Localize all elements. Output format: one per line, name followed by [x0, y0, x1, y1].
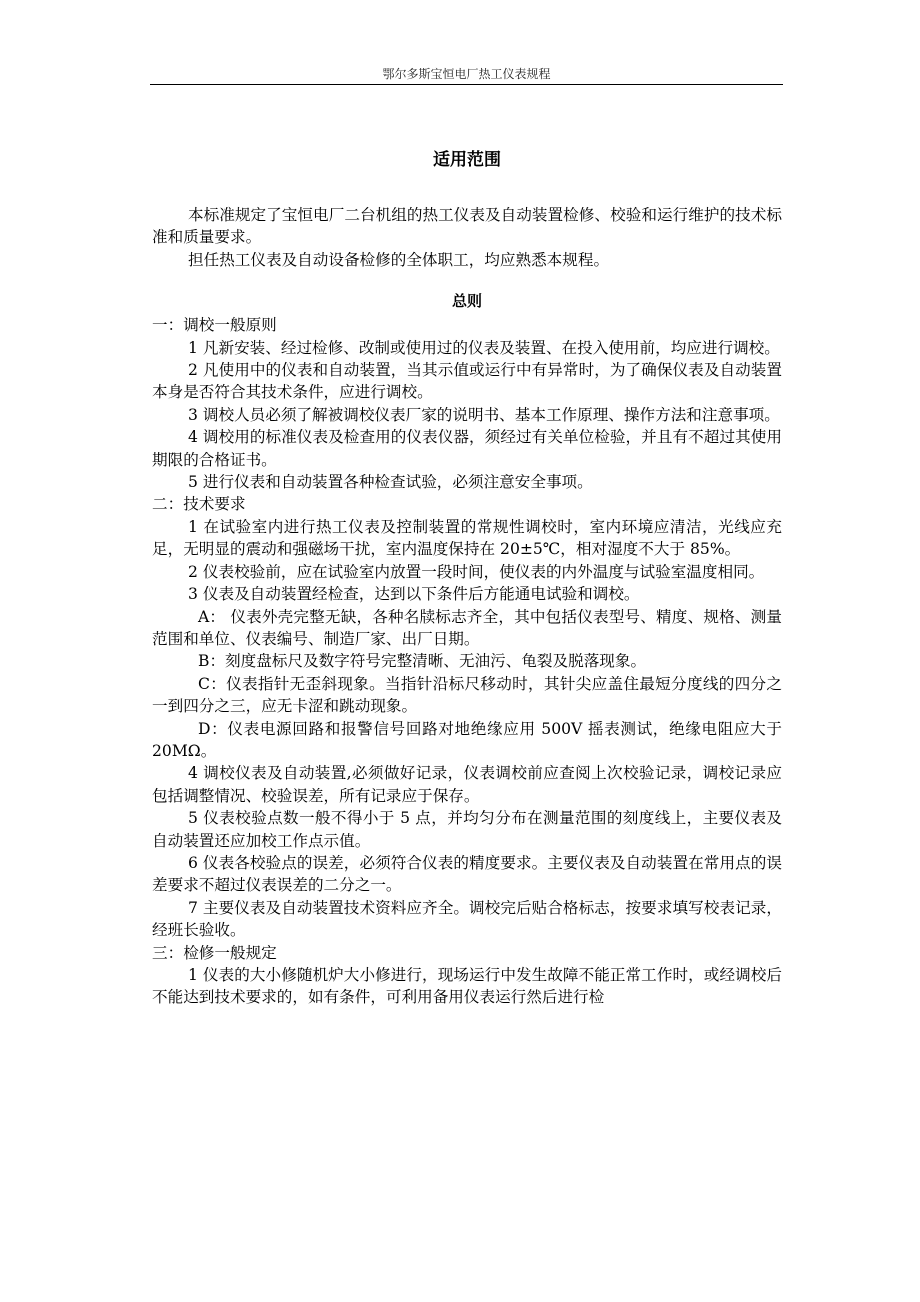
technical-item-2: 2 仪表校验前，应在试验室内放置一段时间，使仪表的内外温度与试验室温度相同。: [188, 562, 765, 581]
document-body: [152, 146, 782, 1009]
calibration-item-2: 2 凡使用中的仪表和自动装置，当其示值或运行中有异常时，为了确保仪表及自动装置本身是否符合其技术条件，应进行调校。: [152, 361, 782, 402]
intro-paragraph-2: 担任热工仪表及自动设备检修的全体职工，均应熟悉本规程。: [188, 250, 610, 269]
calibration-item-4: 4 调校用的标准仪表及检查用的仪表仪器，须经过有关单位检验，并且有不超过其使用期限的合格证书。: [152, 428, 782, 469]
technical-subitem-b: B：刻度盘标尺及数字符号完整清晰、无油污、龟裂及脱落现象。: [198, 652, 647, 671]
technical-item-4: 4 调校仪表及自动装置,必须做好记录，仪表调校前应查阅上次校验记录，调校记录应包括调整情况、校验误差，所有记录应于保存。: [152, 764, 782, 805]
calibration-item-1: 1 凡新安装、经过检修、改制或使用过的仪表及装置、在投入使用前，均应进行调校。: [188, 338, 780, 357]
technical-subitem-c: C：仪表指针无歪斜现象。当指针沿标尺移动时，其针尖应盖住最短分度线的四分之一到四分之三，应无卡涩和跳动现象。: [152, 674, 782, 716]
technical-subitem-a: A： 仪表外壳完整无缺，各种名牍标志齐全，其中包括仪表型号、精度、规格、测量范围和单位、仪表编号、制造厂家、出厂日期。: [152, 607, 782, 648]
technical-item-3: 3 仪表及自动装置经检查，达到以下条件后方能通电试验和调校。: [188, 585, 640, 604]
intro-paragraph-1: 本标准规定了宝恒电厂二台机组的热工仪表及自动装置检修、校验和运行维护的技术标准和质量要求。: [152, 206, 782, 247]
technical-item-1: 1 在试验室内进行热工仪表及控制装置的常规性调校时，室内环境应清洁，光线应充足，无明显的震动和强磁场干扰，室内温度保持在 20±5℃，相对湿度不大于 85%。: [152, 517, 782, 559]
section-heading-maintenance: 三：检修一般规定: [152, 943, 277, 962]
section-heading-technical: 二：技术要求: [152, 495, 246, 514]
maintenance-item-1: 1 仪表的大小修随机炉大小修进行，现场运行中发生故障不能正常工作时，或经调校后不能达到技术要求的，如有条件，可利用备用仪表运行然后进行检: [152, 966, 782, 1007]
technical-item-6: 6 仪表各校验点的误差，必须符合仪表的精度要求。主要仪表及自动装置在常用点的误差要求不超过仪表误差的二分之一。: [152, 853, 782, 895]
calibration-item-3: 3 调校人员必须了解被调校仪表厂家的说明书、基本工作原理、操作方法和注意事项。: [188, 405, 780, 424]
calibration-item-5: 5 进行仪表和自动装置各种检查试验，必须注意安全事项。: [188, 473, 593, 492]
header-rule: [150, 84, 783, 85]
technical-item-5: 5 仪表校验点数一般不得小于 5 点，并均匀分布在测量范围的刻度线上，主要仪表及自动装置还应加校工作点示值。: [152, 809, 782, 850]
technical-item-7: 7 主要仪表及自动装置技术资料应齐全。调校完后贴合格标志，按要求填写校表记录，经班长验收。: [152, 898, 782, 940]
running-header: 鄂尔多斯宝恒电厂热工仪表规程: [382, 67, 551, 81]
technical-subitem-d: D：仪表电源回路和报警信号回路对地绝缘应用 500V 摇表测试，绝缘电阻应大于 20MΩ。: [152, 719, 782, 760]
section-heading-calibration: 一：调校一般原则: [152, 316, 277, 335]
document-title: 适用范围: [433, 150, 501, 170]
general-section-title: 总则: [451, 292, 482, 311]
